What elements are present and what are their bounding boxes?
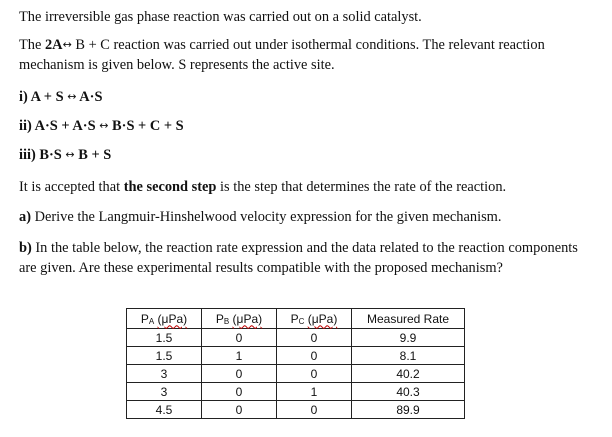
step-number: i) [19,89,28,105]
cell-pa: 4.5 [127,401,202,419]
table-row [127,329,465,347]
cell-rate: 8.1 [352,347,465,365]
step-reactants: A·S + A·S [34,118,96,134]
step-reactants: A + S [30,89,64,105]
cell-pb: 0 [202,383,277,401]
mechanism-step-2 [19,117,184,135]
accepted-suffix: is the step that determines the rate of the reaction. [216,179,507,195]
reversible-arrow-icon: ↔ [62,38,72,51]
question-b-text: In the table below, the reaction rate expression and the data related to the reaction components are given. Are these experimental results compatible with the proposed mechanism? [19,240,578,276]
accepted-prefix: It is accepted that [19,179,124,195]
table-row [127,347,465,365]
header-pc: PC (μPa) [277,309,352,329]
step-products: B·S + C + S [112,118,184,134]
mechanism-step-1 [19,88,102,106]
cell-pc: 0 [277,329,352,347]
cell-pa: 3 [127,383,202,401]
cell-rate: 40.2 [352,365,465,383]
cell-pc: 0 [277,365,352,383]
reaction-description: B + C reaction was carried out under isothermal conditions. The relevant reaction mechanism is given below. S represents the active site. [19,37,545,73]
rate-determining-text [19,178,506,196]
header-pb: PB (μPa) [202,309,277,329]
cell-pb: 1 [202,347,277,365]
reversible-arrow-icon: ↔ [65,148,75,161]
table-header-row [127,309,465,329]
step-reactants: B·S [39,147,62,163]
cell-pc: 0 [277,347,352,365]
question-a-text: Derive the Langmuir-Hinshelwood velocity expression for the given mechanism. [31,209,502,225]
cell-pa: 1.5 [127,347,202,365]
step-products: A·S [79,89,103,105]
second-step-emphasis: the second step [123,179,217,195]
reaction-prefix: The [19,37,45,53]
cell-rate: 40.3 [352,383,465,401]
mechanism-step-3 [19,146,111,164]
question-b [19,238,589,278]
table-row [127,365,465,383]
table-row [127,401,465,419]
question-a-label: a) [19,209,31,225]
cell-pa: 3 [127,365,202,383]
cell-pa: 1.5 [127,329,202,347]
question-b-label: b) [19,240,32,256]
experimental-data-table [126,308,465,419]
cell-pb: 0 [202,365,277,383]
header-pa: PA (μPa) [127,309,202,329]
cell-pb: 0 [202,329,277,347]
reaction-formula: 2A [44,37,63,53]
reaction-paragraph [19,35,589,75]
step-number: iii) [19,147,36,163]
intro-text: The irreversible gas phase reaction was carried out on a solid catalyst. [19,9,422,25]
step-number: ii) [19,118,32,134]
cell-rate: 9.9 [352,329,465,347]
question-a [19,208,501,226]
cell-pb: 0 [202,401,277,419]
table-row [127,383,465,401]
step-products: B + S [78,147,112,163]
reversible-arrow-icon: ↔ [67,90,77,103]
cell-pc: 0 [277,401,352,419]
cell-pc: 1 [277,383,352,401]
reversible-arrow-icon: ↔ [99,119,109,132]
header-measured-rate: Measured Rate [352,309,465,329]
cell-rate: 89.9 [352,401,465,419]
